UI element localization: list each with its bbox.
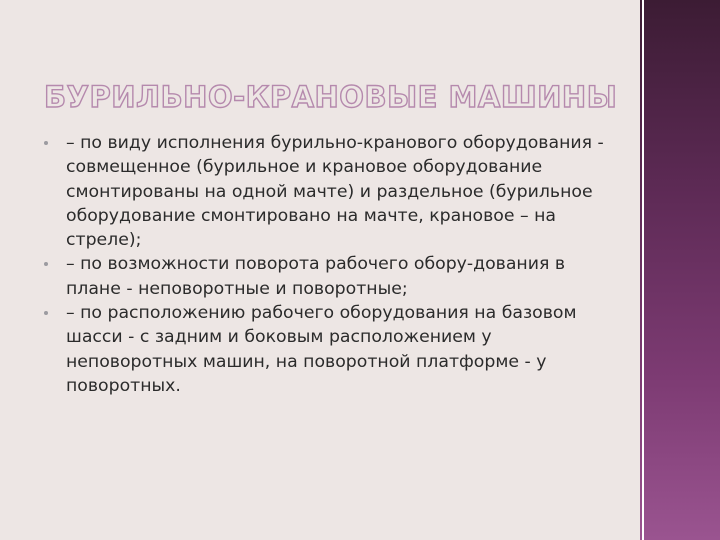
slide-title: БУРИЛЬНО-КРАНОВЫЕ МАШИНЫ <box>44 80 618 114</box>
bullet-list <box>44 131 604 398</box>
bullet-text: – по виду исполнения бурильно-кранового оборудования - совмещенное (бурильное и крановое оборудование смонтированы на одной мачте) и раздельное (бурильное оборудование смонтировано на мачте, крановое – на стреле); <box>66 133 604 251</box>
bullet-dot-icon <box>44 262 48 266</box>
bullet-item <box>44 301 604 398</box>
bullet-dot-icon <box>44 141 48 145</box>
bullet-item <box>44 131 604 252</box>
bullet-item <box>44 252 604 301</box>
sidebar-divider-line <box>642 0 644 540</box>
decorative-sidebar <box>640 0 720 540</box>
bullet-dot-icon <box>44 311 48 315</box>
bullet-text: – по возможности поворота рабочего обору-дования в плане - неповоротные и поворотные; <box>66 254 566 299</box>
bullet-text: – по расположению рабочего оборудования на базовом шасси - с задним и боковым расположением у неповоротных машин, на поворотной платформе - у поворотных. <box>66 303 577 396</box>
